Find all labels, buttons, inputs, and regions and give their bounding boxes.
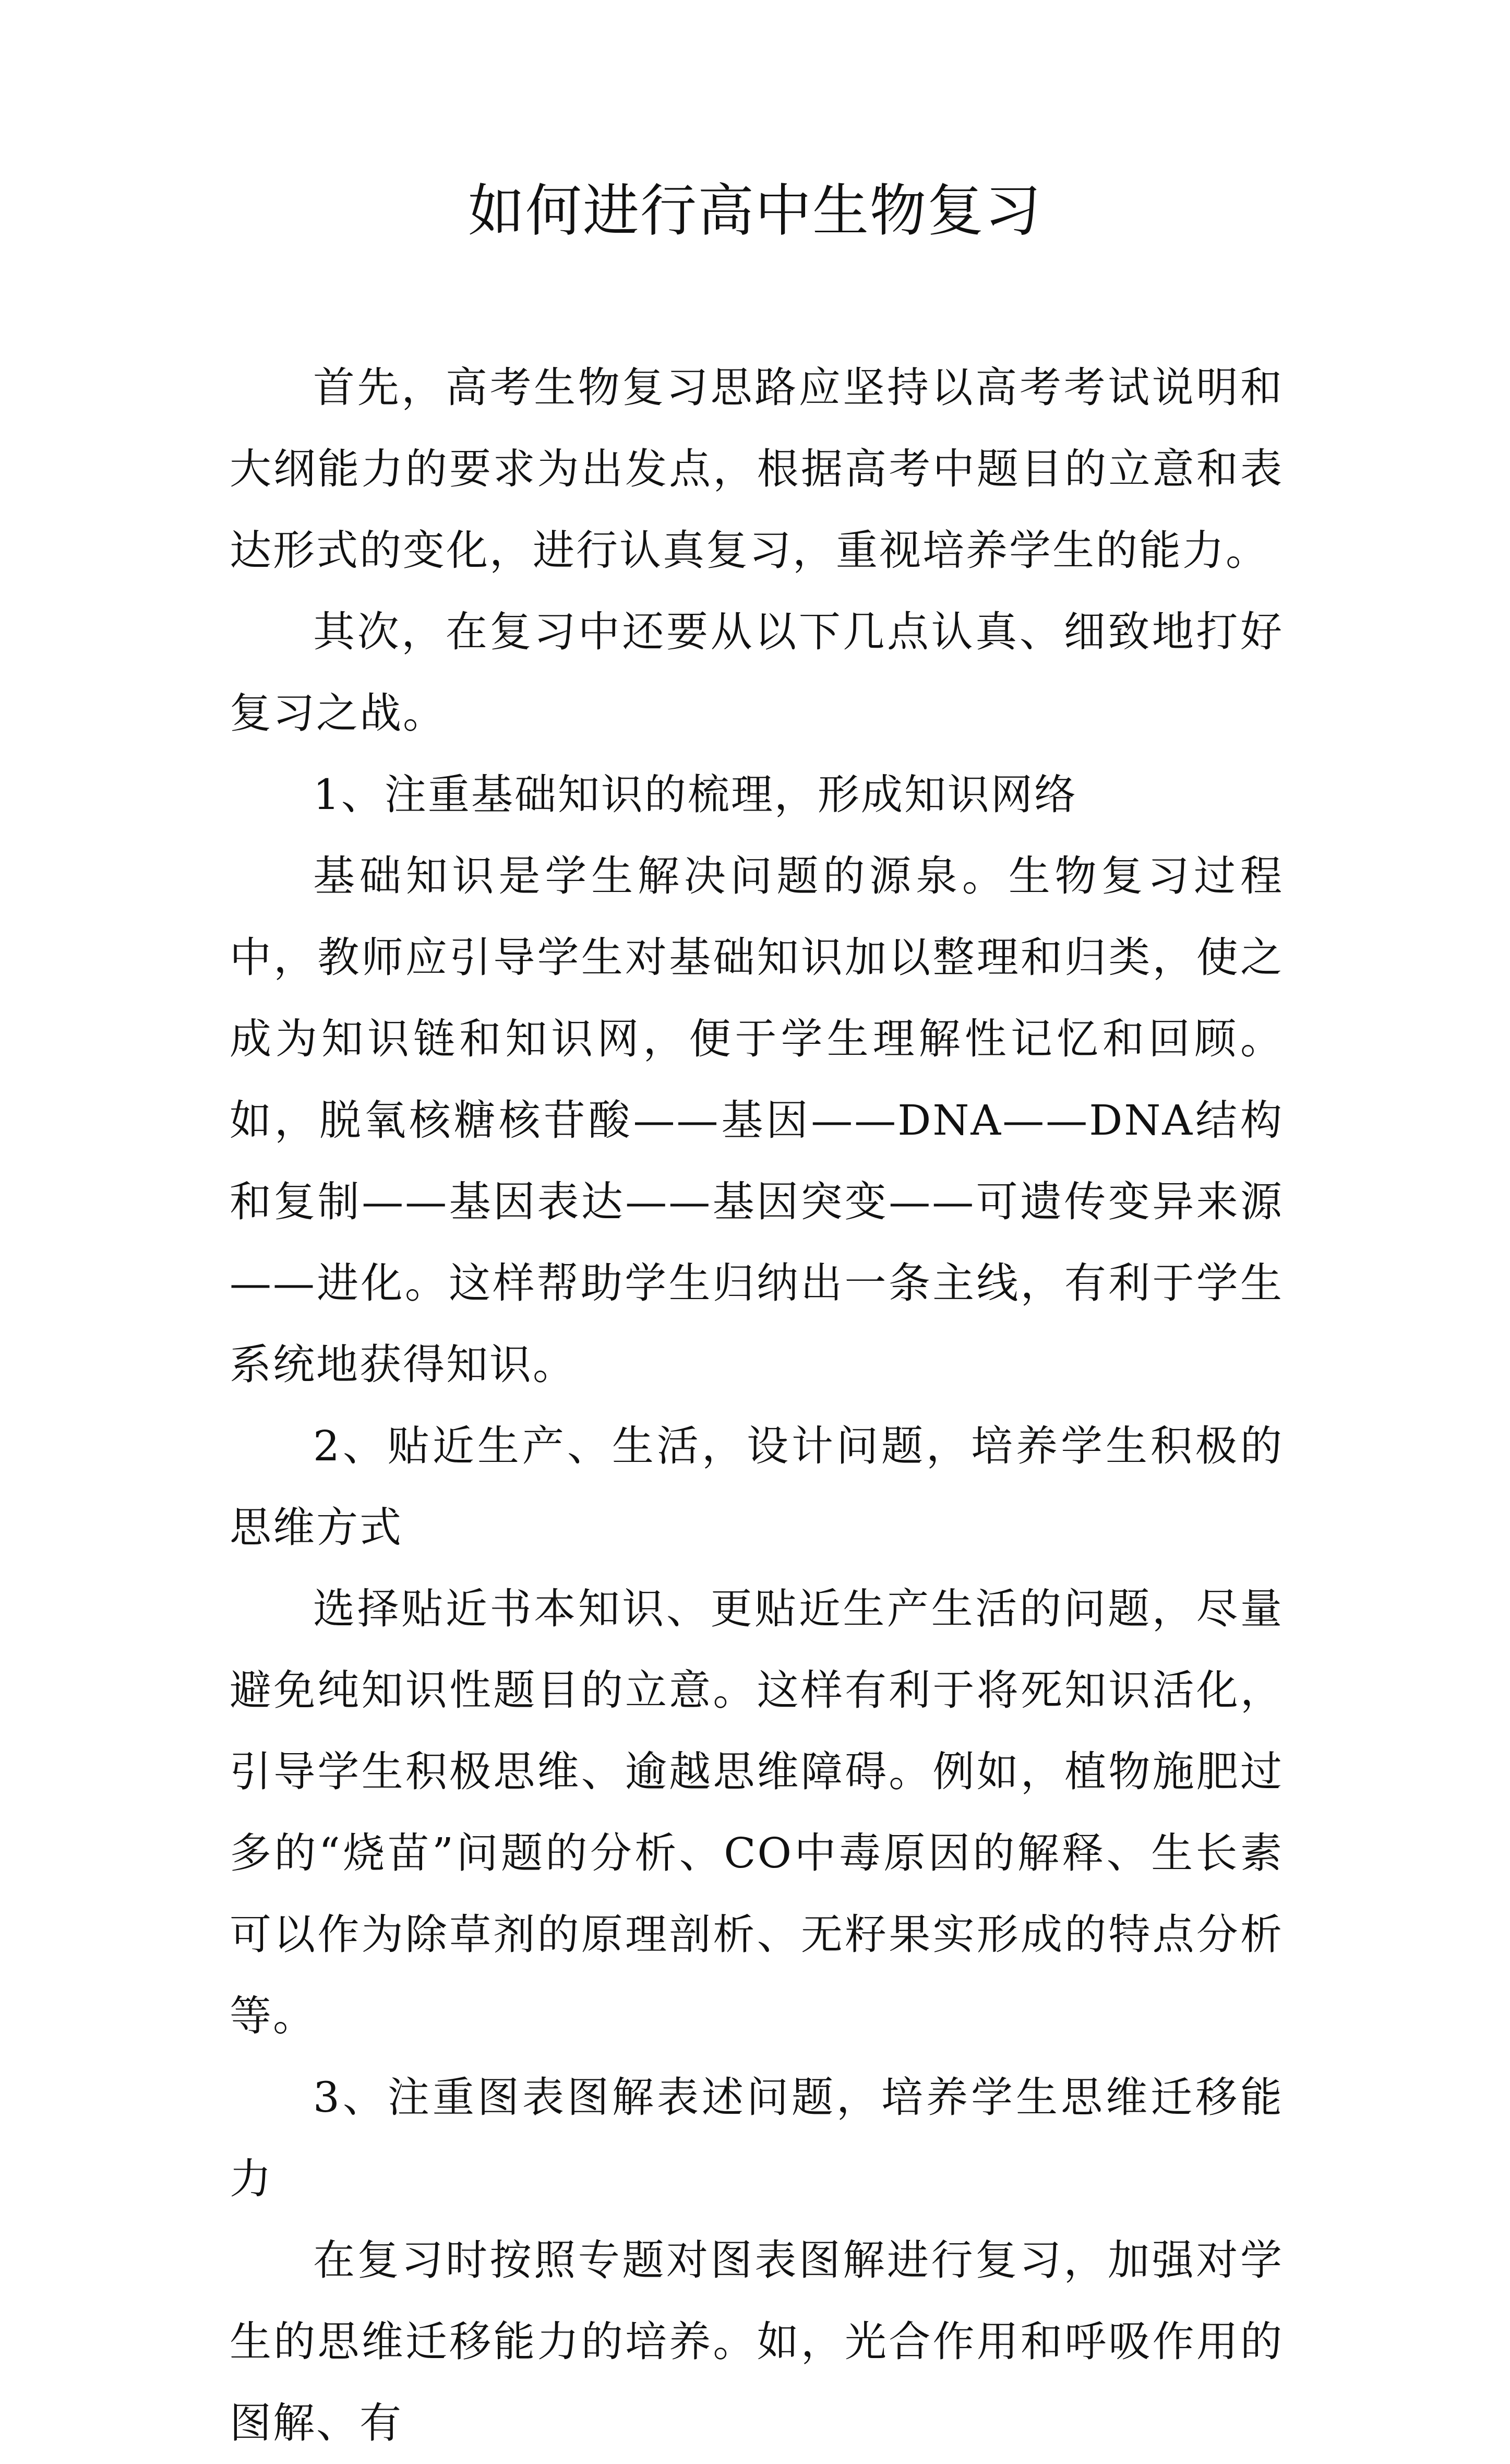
- heading-point-2: 2、贴近生产、生活，设计问题，培养学生积极的思维方式: [230, 1422, 1284, 1552]
- paragraph-point-2: 选择贴近书本知识、更贴近生产生活的问题，尽量避免纯知识性题目的立意。这样有利于将死知识活化，引导学生积极思维、逾越思维障碍。例如，植物施肥过多的“烧苗”问题的分析、CO中毒原因的解释、生长素可以作为除草剂的原理剖析、无籽果实形成的特点分析等。: [230, 1585, 1284, 2040]
- document-body: [230, 347, 1284, 2464]
- document-title: 如何进行高中生物复习: [468, 178, 1042, 244]
- heading-point-1: 1、注重基础知识的梳理，形成知识网络: [313, 770, 1077, 819]
- paragraph-intro: 首先，高考生物复习思路应坚持以高考考试说明和大纲能力的要求为出发点，根据高考中题目的立意和表达形式的变化，进行认真复习，重视培养学生的能力。: [230, 363, 1284, 575]
- paragraph-point-1: 基础知识是学生解决问题的源泉。生物复习过程中，教师应引导学生对基础知识加以整理和归类，使之成为知识链和知识网，便于学生理解性记忆和回顾。如，脱氧核糖核苷酸——基因——DNA——DNA结构和复制——基因表达——基因突变——可遗传变异来源——进化。这样帮助学生归纳出一条主线，有利于学生系统地获得知识。: [230, 852, 1284, 1389]
- paragraph-point-3: 在复习时按照专题对图表图解进行复习，加强对学生的思维迁移能力的培养。如，光合作用和呼吸作用的图解、有: [230, 2236, 1284, 2447]
- heading-point-3: 3、注重图表图解表述问题，培养学生思维迁移能力: [230, 2073, 1284, 2203]
- paragraph-second: 其次，在复习中还要从以下几点认真、细致地打好复习之战。: [230, 608, 1284, 737]
